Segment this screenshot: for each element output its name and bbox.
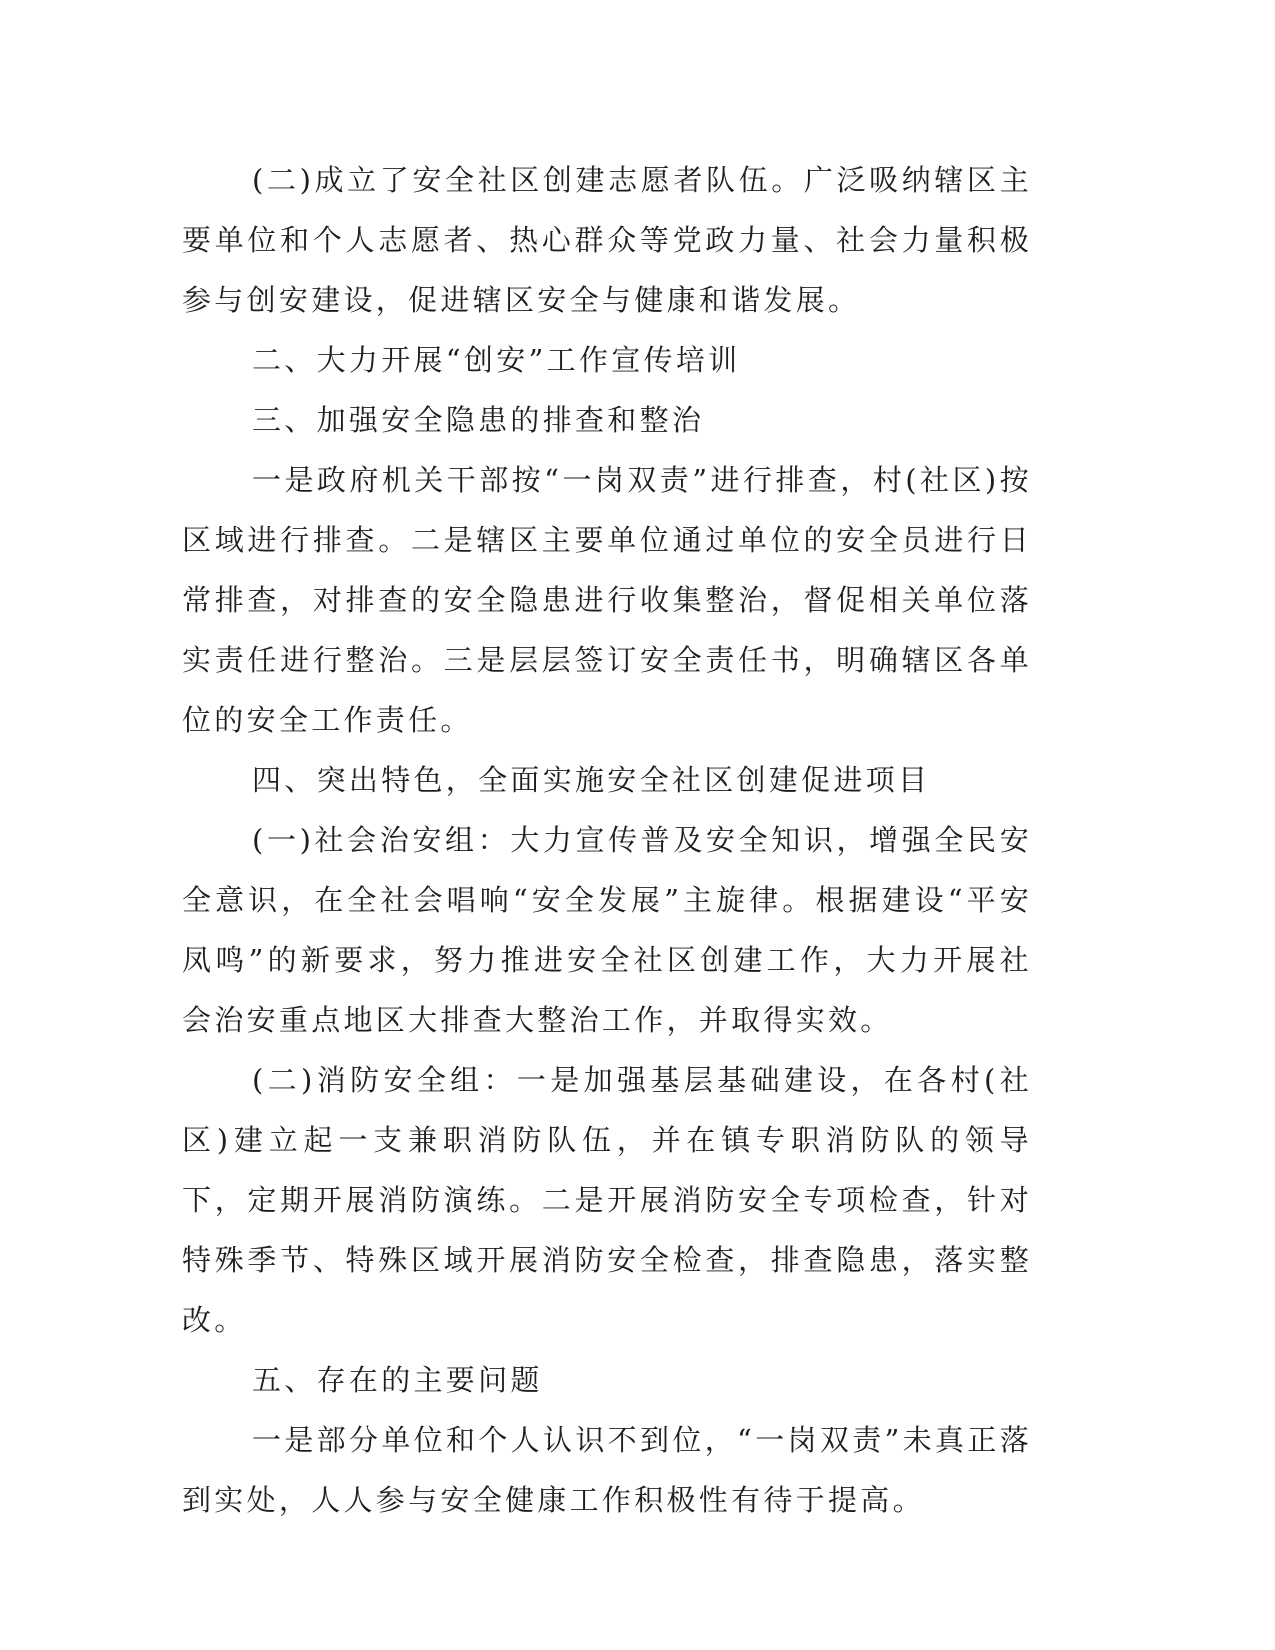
- heading-featured-projects: 四、突出特色，全面实施安全社区创建促进项目: [252, 763, 931, 797]
- paragraph-main-problems: 一是部分单位和个人认识不到位，“一岗双责”未真正落到实处，人人参与安全健康工作积极性有待于提高。: [182, 1423, 1032, 1517]
- paragraph-fire-safety-group: (二)消防安全组：一是加强基层基础建设，在各村(社区)建立起一支兼职消防队伍，并在镇专职消防队的领导下，定期开展消防演练。二是开展消防安全专项检查，针对特殊季节、特殊区域开展消防安全检查，排查隐患，落实整改。: [182, 1063, 1032, 1337]
- heading-publicity-training: 二、大力开展“创安”工作宣传培训: [252, 343, 741, 377]
- paragraph-public-security-group: (一)社会治安组：大力宣传普及安全知识，增强全民安全意识，在全社会唱响“安全发展”主旋律。根据建设“平安凤鸣”的新要求，努力推进安全社区创建工作，大力开展社会治安重点地区大排查大整治工作，并取得实效。: [182, 823, 1032, 1037]
- heading-main-problems: 五、存在的主要问题: [252, 1363, 543, 1397]
- paragraph-volunteer-team: (二)成立了安全社区创建志愿者队伍。广泛吸纳辖区主要单位和个人志愿者、热心群众等党政力量、社会力量积极参与创安建设，促进辖区安全与健康和谐发展。: [182, 163, 1032, 317]
- paragraph-hazard-inspection: 一是政府机关干部按“一岗双责”进行排查，村(社区)按区域进行排查。二是辖区主要单位通过单位的安全员进行日常排查，对排查的安全隐患进行收集整治，督促相关单位落实责任进行整治。三是层层签订安全责任书，明确辖区各单位的安全工作责任。: [182, 463, 1032, 737]
- document-body: [182, 150, 1032, 1530]
- heading-hazard-inspection: 三、加强安全隐患的排查和整治: [252, 403, 705, 437]
